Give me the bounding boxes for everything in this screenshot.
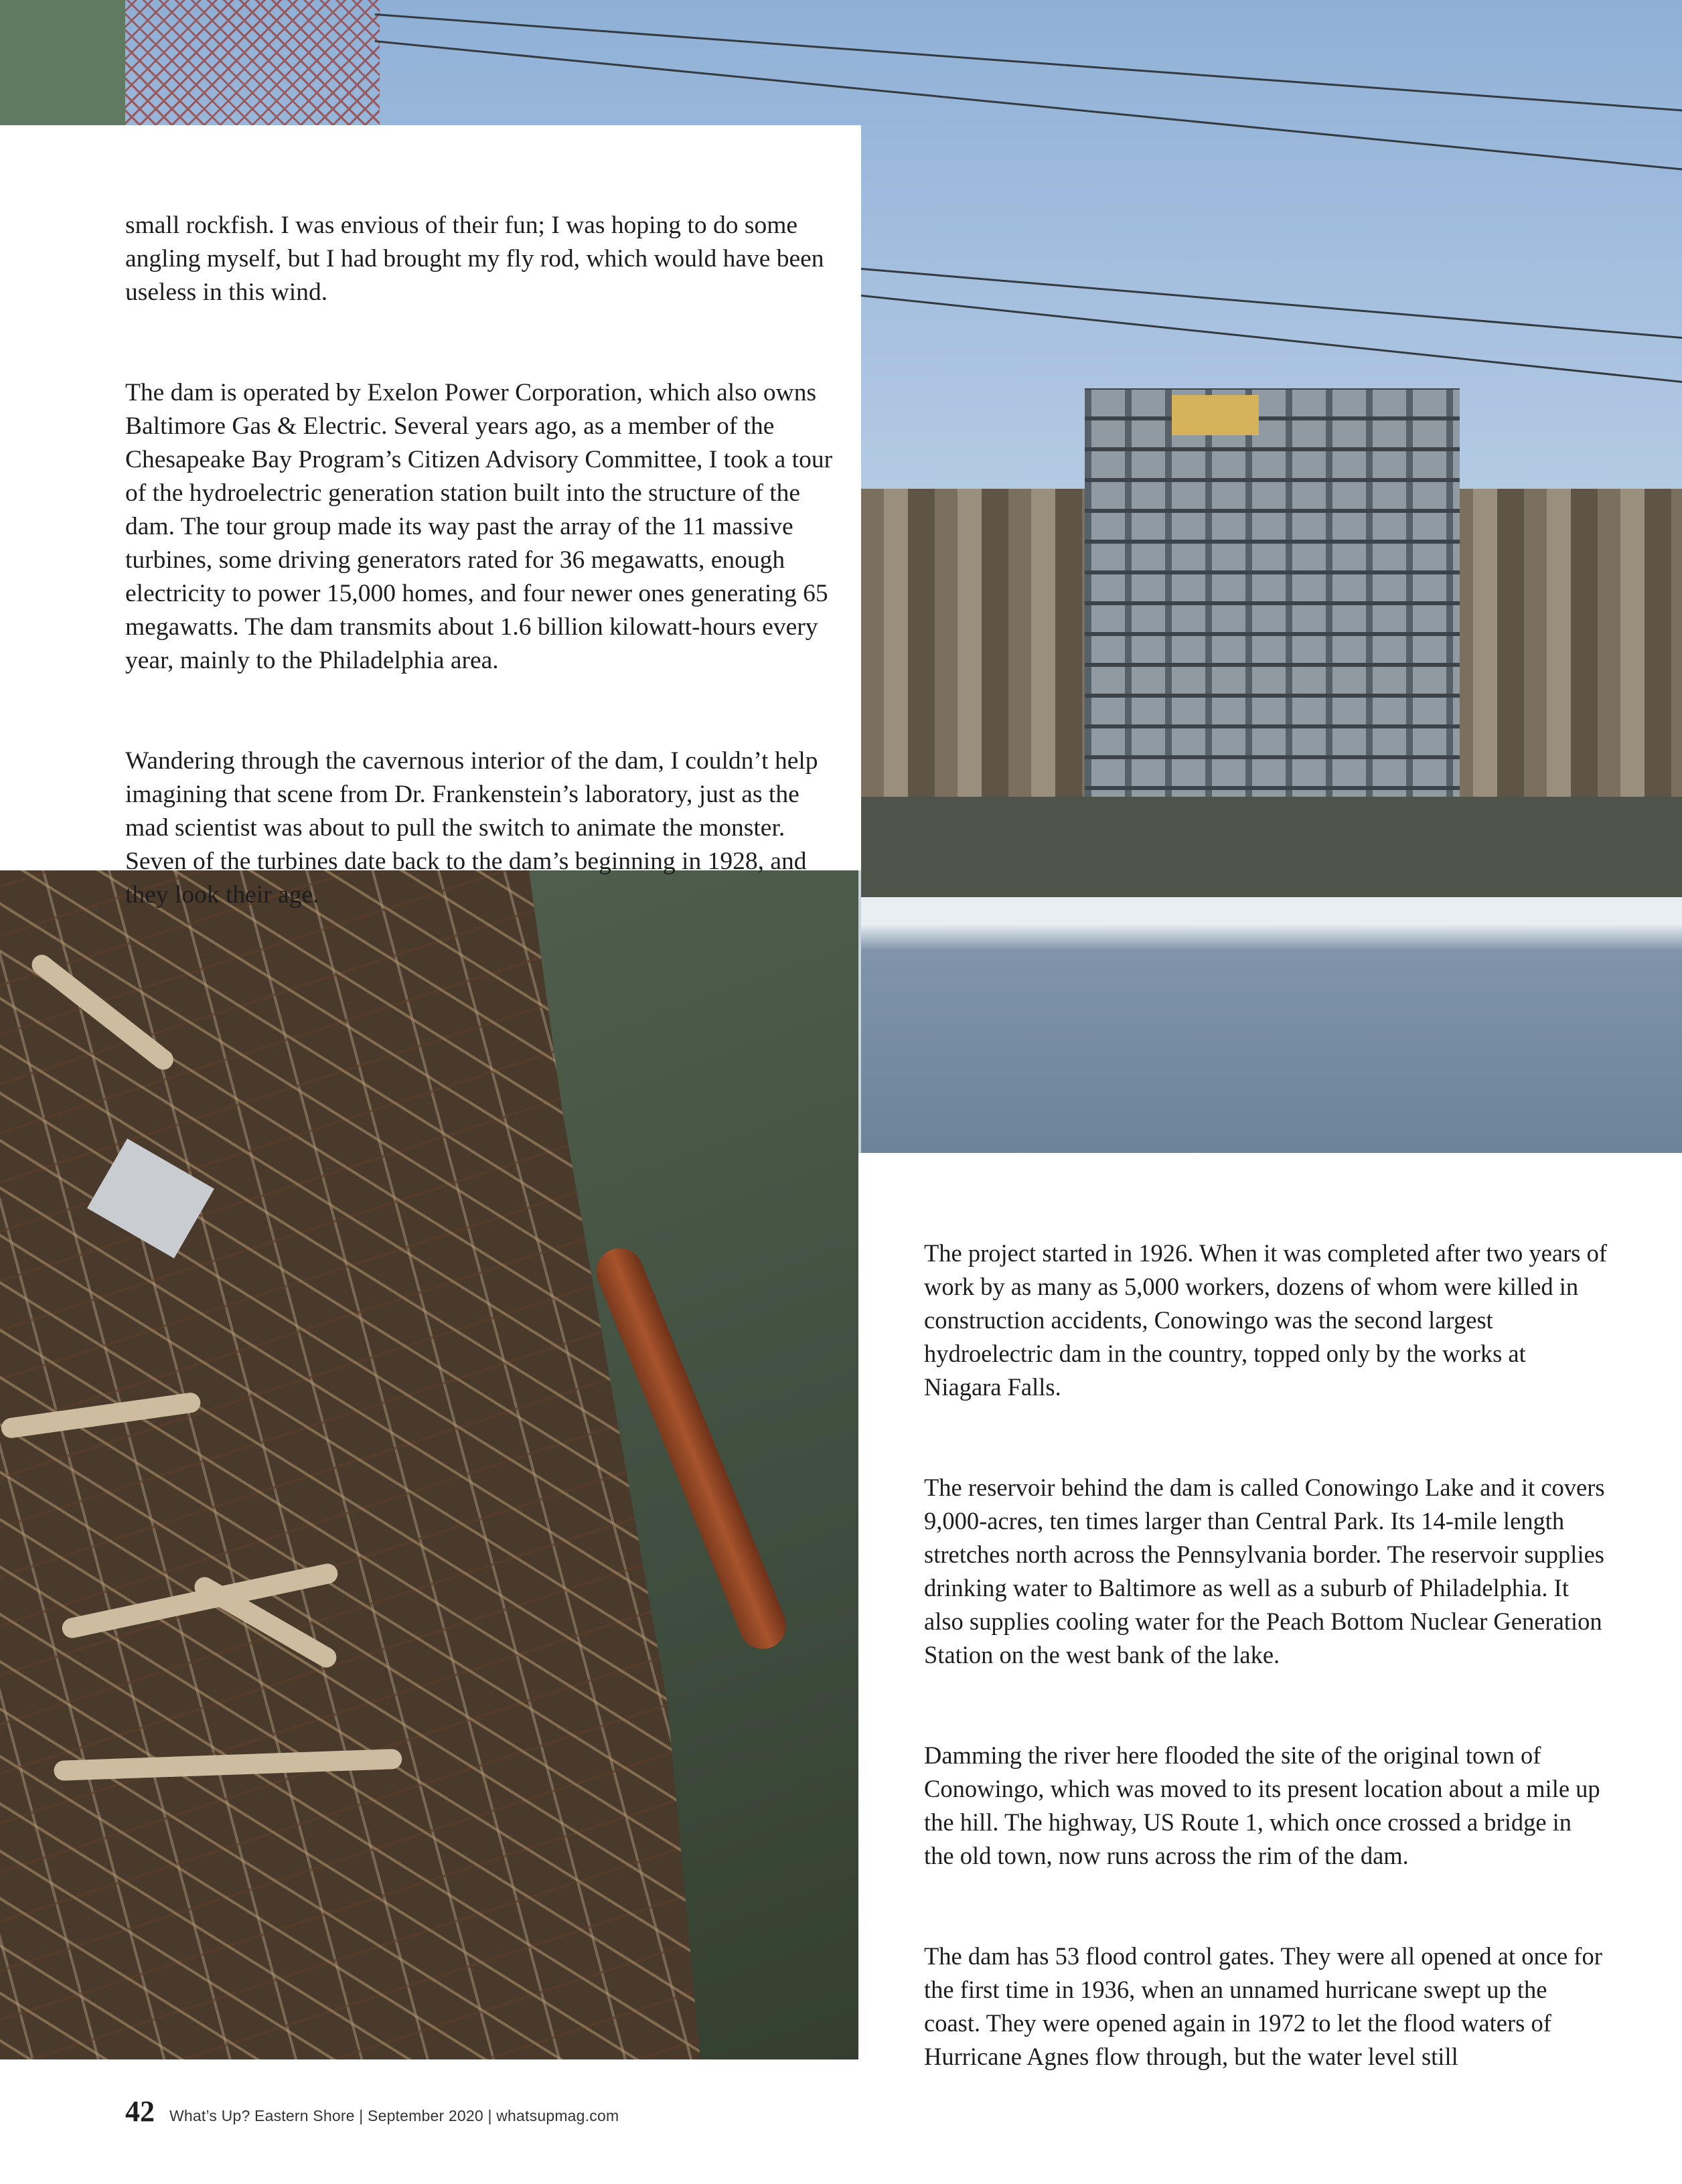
gantry-crane (1172, 395, 1259, 435)
article-column-right (924, 1203, 1607, 2140)
footer-credit: What’s Up? Eastern Shore | September 2020 | whatsupmag.com (169, 2107, 619, 2124)
transmission-tower (125, 0, 380, 125)
paragraph: The dam is operated by Exelon Power Corporation, which also owns Baltimore Gas & Electric. Several years ago, as a member of the Chesapeake Bay Program’s Citizen Advisory Committee, I took a tour of the hydroelectric generation station built into the structure of the dam. The tour group made its way past the array of the 11 massive turbines, some driving generators rated for 36 megawatts, enough electricity to power 15,000 homes, and four newer ones generating 65 megawatts. The dam transmits about 1.6 billion kilowatt-hours every year, mainly to the Philadelphia area. (125, 379, 833, 674)
generator-tower (1085, 388, 1460, 817)
paragraph: The dam has 53 flood control gates. They were all opened at once for the first time in 1936, when an unnamed hurricane swept up the coast. They were opened again in 1972 to let the flood waters of Hurricane Agnes flow through, but the water level still (924, 1942, 1602, 2070)
paragraph: Wandering through the cavernous interior of the dam, I couldn’t help imagining that scene from Dr. Frankenstein’s laboratory, just as the mad scientist was about to pull the switch to animate the monster. Seven of the turbines date back to the dam’s beginning in 1928, and they look their age. (125, 747, 818, 909)
driftwood (60, 1562, 339, 1640)
debris-photo (0, 870, 858, 2059)
section-color-tab (0, 0, 125, 125)
driftwood (54, 1749, 402, 1781)
paragraph: The reservoir behind the dam is called Conowingo Lake and it covers 9,000-acres, ten times larger than Central Park. Its 14-mile length stretches north across the Pennsylvania border. The reservoir supplies drinking water to Baltimore as well as a suburb of Philadelphia. It also supplies cooling water for the Peach Bottom Nuclear Generation Station on the west bank of the lake. (924, 1474, 1605, 1668)
dam-base (861, 797, 1682, 911)
river-water (861, 897, 1682, 1153)
article-column-left (125, 175, 842, 979)
power-line (861, 268, 1682, 343)
paragraph: The project started in 1926. When it was completed after two years of work by as many as 5,000 workers, dozens of whom were killed in construction accidents, Conowingo was the second largest hydroelectric dam in the country, topped only by the works at Niagara Falls. (924, 1239, 1607, 1401)
paragraph: Damming the river here flooded the site of the original town of Conowingo, which was moved to its present location about a mile up the hill. The highway, US Route 1, which once crossed a bridge in the old town, now runs across the rim of the dam. (924, 1741, 1600, 1869)
driftwood (0, 1391, 202, 1439)
power-line (375, 13, 1682, 119)
power-line (861, 295, 1682, 388)
paragraph: small rockfish. I was envious of their fun; I was hoping to do some angling myself, but I had brought my fly rod, which would have been useless in this wind. (125, 212, 824, 306)
page-number: 42 (125, 2095, 155, 2128)
page-footer (125, 2094, 619, 2134)
plastic-trash (87, 1139, 214, 1259)
